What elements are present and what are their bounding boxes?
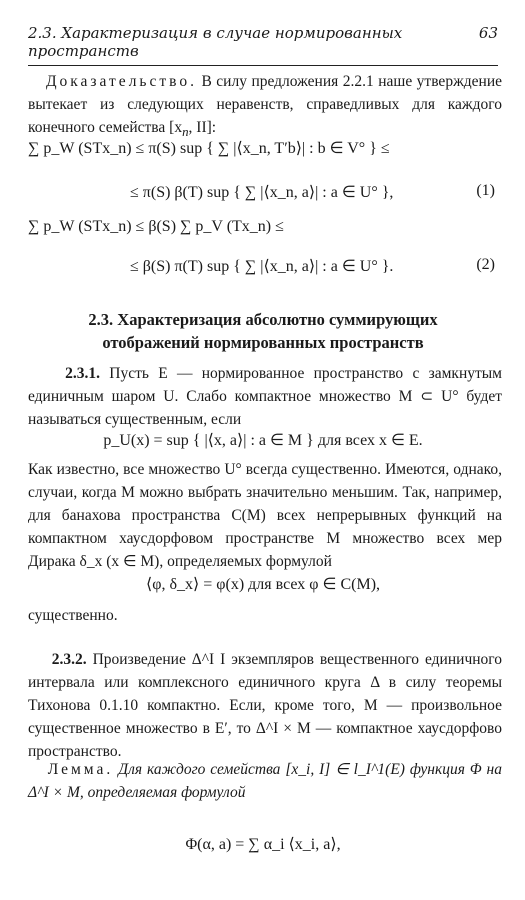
proof-text-end: , II]:	[188, 119, 217, 136]
formula-2b: ≤ β(S) π(T) sup { ∑ |⟨x_n, a⟩| : a ∈ U° }.	[130, 258, 394, 275]
formula-phi: Φ(α, a) = ∑ α_i ⟨x_i, a⟩,	[185, 836, 341, 853]
proof-paragraph: Доказательство. В силу предложения 2.2.1 наше утверждение вытекает из следующих неравенств, справедливых для каждого конечного семейства [$x_n$, II]:	[28, 73, 503, 140]
running-header	[28, 24, 498, 66]
header-page-number: 63	[478, 24, 498, 42]
paragraph-2-3-2	[28, 648, 502, 763]
paragraph-2-3-1-text: Пусть E — нормированное пространство с замкнутым единичным шаром U. Слабо компактное множество M ⊂ U° будет называться существенным, если	[28, 365, 502, 428]
equation-number-2: (2)	[476, 256, 495, 273]
lemma-label: Лемма.	[47, 761, 114, 778]
formula-dirac: ⟨φ, δ_x⟩ = φ(x) для всех φ ∈ C(M),	[145, 576, 381, 593]
proof-label: Доказательство.	[45, 73, 197, 90]
section-title-line-2: отображений нормированных пространств	[102, 333, 424, 352]
paragraph-number-2-3-2: 2.3.2.	[51, 651, 87, 668]
lemma-paragraph	[28, 758, 502, 804]
paragraph-2-3-1	[28, 362, 502, 431]
paragraph-2-3-1-end: существенно.	[28, 607, 118, 624]
formula-1b: ≤ π(S) β(T) sup { ∑ |⟨x_n, a⟩| : a ∈ U° },	[130, 184, 394, 201]
formula-1a: ∑ p_W (STx_n) ≤ π(S) sup { ∑ |⟨x_n, T′b⟩| : b ∈ V° } ≤	[28, 140, 390, 157]
equation-number-1: (1)	[476, 182, 495, 199]
formula-p-u: p_U(x) = sup { |⟨x, a⟩| : a ∈ M } для всех x ∈ E.	[103, 432, 423, 449]
header-title: 2.3. Характеризация в случае нормированных пространств	[28, 24, 403, 60]
paragraph-2-3-2-text: Произведение Δ^I I экземпляров вещественного единичного интервала или комплексного единичного круга Δ в силу теоремы Тихонова 0.1.10 компактно. Если, кроме того, M — произвольное существенное множество в E′, то Δ^I × M — компактное хаусдорфово пространство.	[28, 651, 503, 760]
formula-2a: ∑ p_W (STx_n) ≤ β(S) ∑ p_V (Tx_n) ≤	[28, 218, 284, 235]
paragraph-2-3-1-continued: Как известно, все множество U° всегда существенно. Имеются, однако, случаи, когда M можно выбрать значительно меньшим. Так, например, для банахова пространства C(M) всех непрерывных функций на компактном хаусдорфовом пространстве M множество всех мер Дирака δ_x (x ∈ M), определяемых формулой	[28, 461, 502, 570]
lemma-text: Для каждого семейства [x_i, I] ∈ l_I^1(E) функция Φ на Δ^I × M, определяемая формулой	[28, 761, 503, 801]
proof-text: В силу предложения 2.2.1 наше утверждение вытекает из следующих неравенств, справедливых для каждого конечного семейства [x	[28, 73, 503, 136]
section-title-line-1: 2.3. Характеризация абсолютно суммирующих	[88, 310, 438, 329]
paragraph-number-2-3-1: 2.3.1.	[65, 365, 100, 382]
